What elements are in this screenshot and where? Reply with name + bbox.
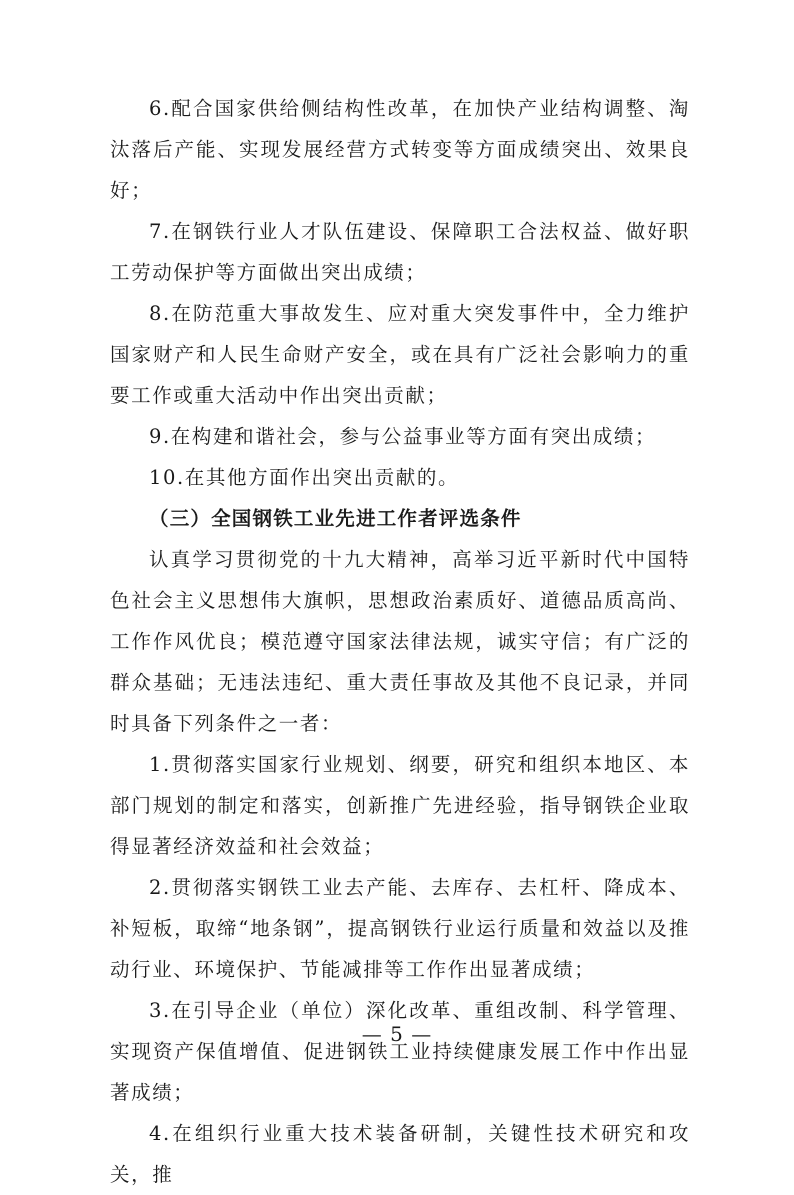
section-heading: （三）全国钢铁工业先进工作者评选条件 [149, 507, 522, 530]
list-item-7: 7.在钢铁行业人才队伍建设、保障职工合法权益、做好职工劳动保护等方面做出突出成绩； [110, 220, 690, 284]
list-item-10: 10.在其他方面作出突出贡献的。 [149, 466, 460, 489]
criteria-item-4: 4.在组织行业重大技术装备研制，关键性技术研究和攻关，推 [110, 1122, 690, 1186]
page-number: — 5 — [361, 1022, 433, 1046]
list-item-8: 8.在防范重大事故发生、应对重大突发事件中，全力维护国家财产和人民生命财产安全，或在具有广泛社会影响力的重要工作或重大活动中作出突出贡献； [110, 302, 690, 407]
criteria-item-2: 2.贯彻落实钢铁工业去产能、去库存、去杠杆、降成本、补短板，取缔“地条钢”，提高钢铁行业运行质量和效益以及推动行业、环境保护、节能减排等工作作出显著成绩； [110, 876, 690, 981]
criteria-item-1: 1.贯彻落实国家行业规划、纲要，研究和组织本地区、本部门规划的制定和落实，创新推广先进经验，指导钢铁企业取得显著经济效益和社会效益； [110, 753, 690, 858]
list-item-6: 6.配合国家供给侧结构性改革，在加快产业结构调整、淘汰落后产能、实现发展经营方式转变等方面成绩突出、效果良好； [110, 97, 690, 202]
criteria-item-3: 3.在引导企业（单位）深化改革、重组改制、科学管理、实现资产保值增值、促进钢铁工业持续健康发展工作中作出显著成绩； [110, 999, 690, 1104]
section-intro-paragraph: 认真学习贯彻党的十九大精神，高举习近平新时代中国特色社会主义思想伟大旗帜，思想政治素质好、道德品质高尚、工作作风优良；模范遵守国家法律法规，诚实守信；有广泛的群众基础；无违法违纪、重大责任事故及其他不良记录，并同时具备下列条件之一者： [110, 548, 690, 735]
list-item-9: 9.在构建和谐社会，参与公益事业等方面有突出成绩； [149, 425, 657, 448]
